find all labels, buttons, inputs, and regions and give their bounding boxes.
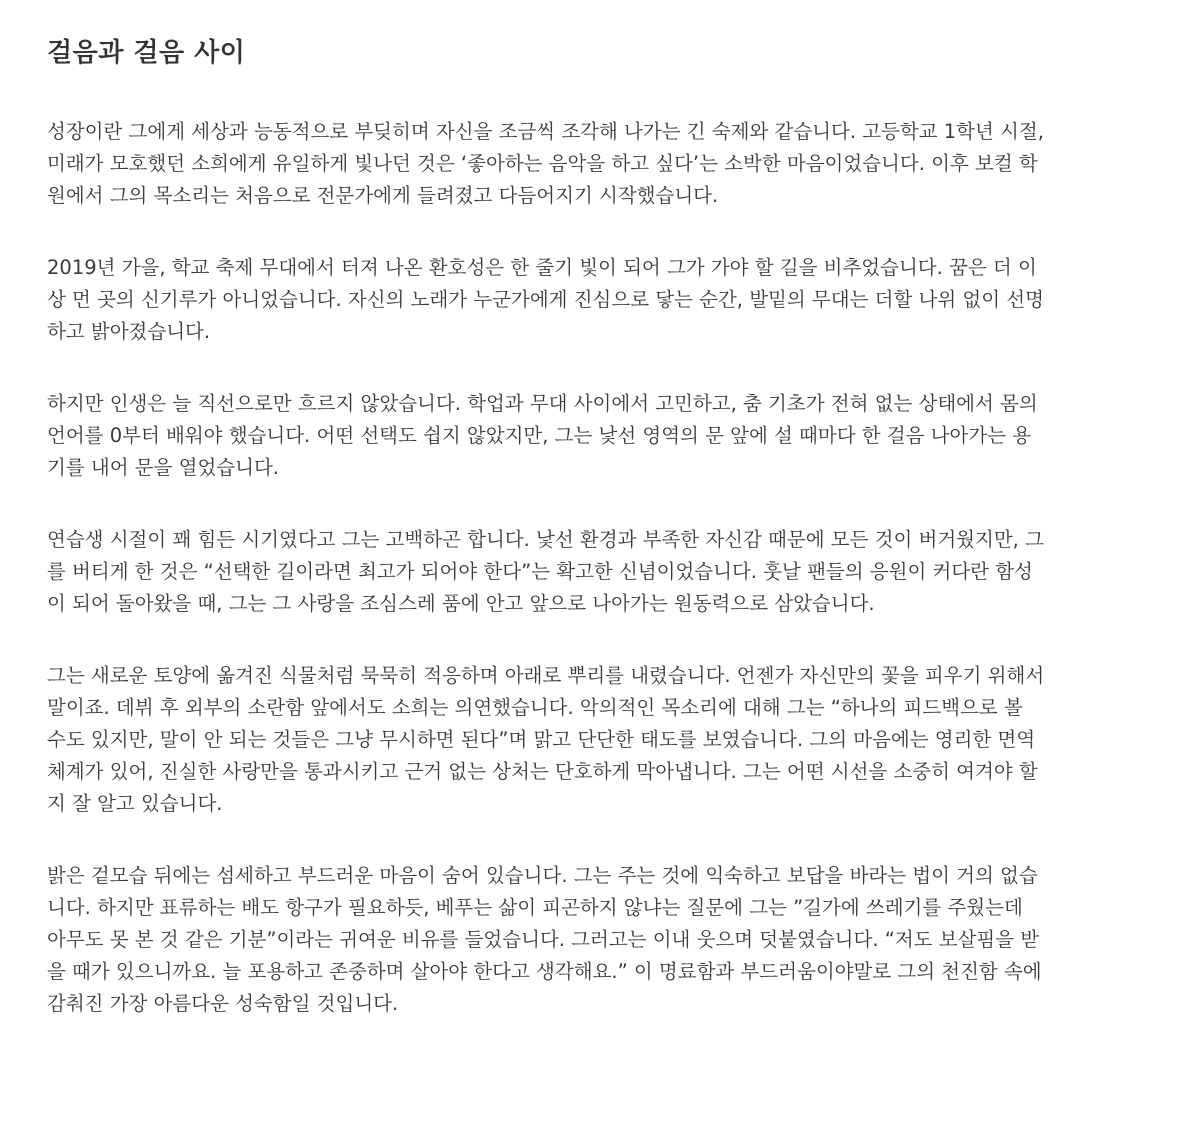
- paragraph-line: 를 버티게 한 것은 “선택한 길이라면 최고가 되어야 한다”는 확고한 신념이었습니다. 훗날 팬들의 응원이 커다란 함성: [47, 560, 1033, 583]
- paragraph: [47, 388, 1146, 484]
- paragraph-line: 니다. 하지만 표류하는 배도 항구가 필요하듯, 베푸는 삶이 피곤하지 않냐는 질문에 그는 ”길가에 쓰레기를 주웠는데: [47, 896, 1023, 919]
- paragraph: [47, 860, 1146, 1020]
- paragraph-line: 미래가 모호했던 소희에게 유일하게 빛나던 것은 ‘좋아하는 음악을 하고 싶다’는 소박한 마음이었습니다. 이후 보컬 학: [47, 152, 1038, 175]
- paragraph-line: 하지만 인생은 늘 직선으로만 흐르지 않았습니다. 학업과 무대 사이에서 고민하고, 춤 기초가 전혀 없는 상태에서 몸의: [47, 392, 1038, 415]
- article-title: 걸음과 걸음 사이: [47, 38, 246, 68]
- paragraph: [47, 252, 1146, 348]
- paragraph-line: 하고 밝아졌습니다.: [47, 320, 211, 343]
- paragraph-line: 수도 있지만, 말이 안 되는 것들은 그냥 무시하면 된다”며 맑고 단단한 태도를 보였습니다. 그의 마음에는 영리한 면역: [47, 728, 1036, 751]
- paragraph-line: 2019년 가을, 학교 축제 무대에서 터져 나온 환호성은 한 줄기 빛이 되어 그가 가야 할 길을 비추었습니다. 꿈은 더 이: [47, 256, 1037, 279]
- paragraph: [47, 524, 1146, 620]
- paragraph-line: 감춰진 가장 아름다운 성숙함일 것입니다.: [47, 992, 399, 1015]
- paragraph-line: 말이죠. 데뷔 후 외부의 소란함 앞에서도 소희는 의연했습니다. 악의적인 목소리에 대해 그는 “하나의 피드백으로 볼: [47, 696, 1023, 719]
- paragraph-line: 그는 새로운 토양에 옮겨진 식물처럼 묵묵히 적응하며 아래로 뿌리를 내렸습니다. 언젠가 자신만의 꽃을 피우기 위해서: [47, 664, 1045, 687]
- paragraph-line: 체계가 있어, 진실한 사랑만을 통과시키고 근거 없는 상처는 단호하게 막아냅니다. 그는 어떤 시선을 소중히 여겨야 할: [47, 760, 1038, 783]
- paragraph-line: 성장이란 그에게 세상과 능동적으로 부딪히며 자신을 조금씩 조각해 나가는 긴 숙제와 같습니다. 고등학교 1학년 시절,: [47, 120, 1044, 143]
- paragraph-line: 지 잘 알고 있습니다.: [47, 792, 223, 815]
- paragraph-line: 아무도 못 본 것 같은 기분”이라는 귀여운 비유를 들었습니다. 그러고는 이내 웃으며 덧붙였습니다. “저도 보살핌을 받: [47, 928, 1040, 951]
- paragraph-line: 을 때가 있으니까요. 늘 포용하고 존중하며 살아야 한다고 생각해요.” 이 명료함과 부드러움이야말로 그의 천진함 속에: [47, 960, 1042, 983]
- paragraph-line: 원에서 그의 목소리는 처음으로 전문가에게 들려졌고 다듬어지기 시작했습니다.: [47, 184, 719, 207]
- paragraph-line: 이 되어 돌아왔을 때, 그는 그 사랑을 조심스레 품에 안고 앞으로 나아가는 원동력으로 삼았습니다.: [47, 592, 875, 615]
- paragraph-line: 밝은 겉모습 뒤에는 섬세하고 부드러운 마음이 숨어 있습니다. 그는 주는 것에 익숙하고 보답을 바라는 법이 거의 없습: [47, 864, 1038, 887]
- paragraph-line: 기를 내어 문을 열었습니다.: [47, 456, 280, 479]
- paragraph-line: 언어를 0부터 배워야 했습니다. 어떤 선택도 쉽지 않았지만, 그는 낯선 영역의 문 앞에 설 때마다 한 걸음 나아가는 용: [47, 424, 1032, 447]
- paragraph: [47, 660, 1146, 820]
- paragraph: [47, 116, 1146, 212]
- paragraph-line: 연습생 시절이 꽤 힘든 시기였다고 그는 고백하곤 합니다. 낯선 환경과 부족한 자신감 때문에 모든 것이 버거웠지만, 그: [47, 528, 1044, 551]
- paragraph-line: 상 먼 곳의 신기루가 아니었습니다. 자신의 노래가 누군가에게 진심으로 닿는 순간, 발밑의 무대는 더할 나위 없이 선명: [47, 288, 1044, 311]
